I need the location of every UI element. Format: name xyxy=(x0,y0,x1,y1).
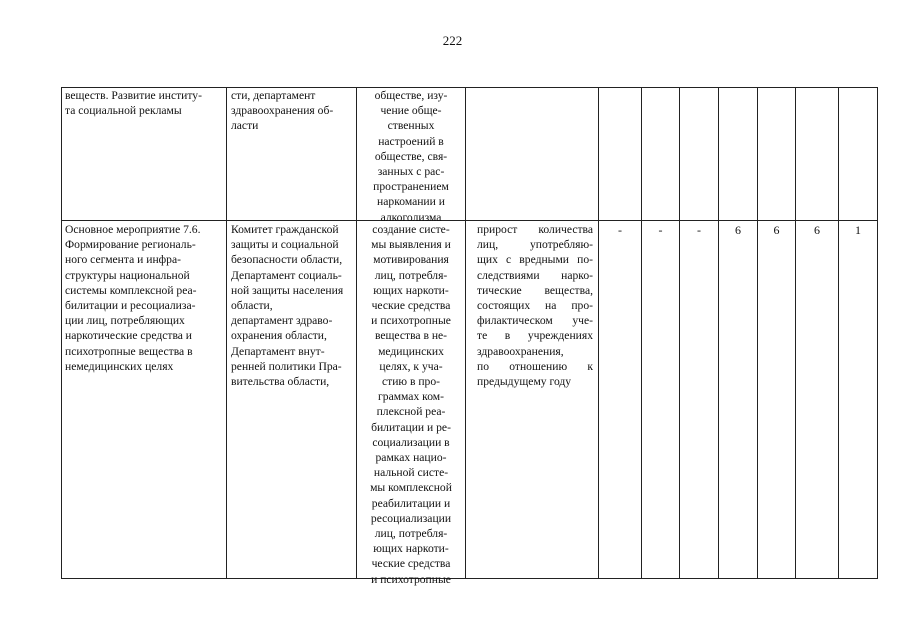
text-line: целях, к уча- xyxy=(379,359,443,373)
text-line: лиц, употребляю- xyxy=(477,238,593,252)
row2-value-5: 6 xyxy=(773,223,780,237)
text-line: тические вещества, xyxy=(477,283,593,297)
text-line: охранения области, xyxy=(231,329,327,343)
text-line: настроений в xyxy=(378,134,444,148)
text-line: состоящих на про- xyxy=(477,299,593,313)
text-line: ческие средства xyxy=(371,557,451,571)
text-line: вительства области, xyxy=(231,375,330,389)
text-line: наркотические средства и xyxy=(65,329,193,343)
text-line: ной защиты населения xyxy=(231,283,344,297)
page-number: 222 xyxy=(442,33,463,48)
text-line: билитации и ресоциализа- xyxy=(65,299,196,313)
row2-indicator-cell xyxy=(477,222,593,389)
text-line: системы комплексной реа- xyxy=(65,283,197,297)
text-line: создание систе- xyxy=(372,223,450,236)
text-line: ственных xyxy=(387,119,435,133)
row2-value-1: - xyxy=(618,223,622,237)
row2-measure-cell xyxy=(65,222,225,374)
text-line: ции лиц, потребляющих xyxy=(65,314,185,328)
text-line: вещества в не- xyxy=(374,329,448,343)
text-line: плексной реа- xyxy=(376,405,446,419)
text-line: билитации и ре- xyxy=(371,420,451,434)
text-line: департамент здраво- xyxy=(231,314,333,328)
text-line: безопасности области, xyxy=(231,253,343,267)
text-line: и психотропные xyxy=(371,572,451,586)
row2-executor-cell xyxy=(231,222,355,389)
text-line: нальной систе- xyxy=(373,466,449,480)
row1-executor-cell xyxy=(231,88,353,134)
text-line: немедицинских целях xyxy=(65,359,174,373)
text-line: реабилитации и xyxy=(371,496,451,510)
text-line: те в учреждениях xyxy=(477,329,593,343)
text-line: мотивирования xyxy=(373,253,449,267)
row2-value-2: - xyxy=(658,223,663,237)
row2-value-7: 1 xyxy=(855,223,861,237)
row2-value-4: 6 xyxy=(735,223,741,237)
text-line: следствиями нарко- xyxy=(477,268,593,282)
text-line: Департамент социаль- xyxy=(231,268,342,282)
text-line: алкоголизма xyxy=(380,210,442,224)
text-line: области, xyxy=(231,299,273,313)
text-line: структуры национальной xyxy=(65,268,190,282)
text-line: та социальной рекламы xyxy=(65,104,182,118)
text-line: по отношению к xyxy=(477,359,593,373)
text-line: пространением xyxy=(373,180,449,194)
text-line: лиц, потребля- xyxy=(374,527,448,541)
row1-result-cell xyxy=(358,88,464,225)
text-line: здравоохранения об- xyxy=(231,104,334,118)
text-line: и психотропные xyxy=(371,314,451,328)
text-line: ческие средства xyxy=(371,299,451,313)
text-line: здравоохранения, xyxy=(477,344,564,358)
text-line: Формирование региональ- xyxy=(65,238,196,252)
text-line: щих с вредными по- xyxy=(477,253,593,267)
text-line: чение обще- xyxy=(380,104,442,118)
row2-result-cell xyxy=(358,222,464,587)
text-line: граммах ком- xyxy=(378,390,444,404)
text-line: прирост количества xyxy=(477,223,593,236)
text-line: социализации в xyxy=(372,435,450,449)
text-line: филактическом уче- xyxy=(477,314,593,328)
text-line: мы выявления и xyxy=(371,238,451,252)
text-line: Основное мероприятие 7.6. xyxy=(65,223,201,236)
text-line: ющих наркоти- xyxy=(373,542,449,556)
text-line: занных с рас- xyxy=(377,165,445,179)
text-line: лиц, потребля- xyxy=(374,268,448,282)
text-line: предыдущему году xyxy=(477,375,572,389)
row2-value-3: - xyxy=(697,223,701,237)
text-line: сти, департамент xyxy=(231,89,316,102)
text-line: ренней политики Пра- xyxy=(231,359,342,373)
row2-value-6: 6 xyxy=(814,223,820,237)
text-line: обществе, изу- xyxy=(374,89,448,102)
text-line: Департамент внут- xyxy=(231,344,325,358)
text-line: обществе, свя- xyxy=(374,149,448,163)
text-line: ющих наркоти- xyxy=(373,283,449,297)
text-line: медицинских xyxy=(378,344,444,358)
text-line: ного сегмента и инфра- xyxy=(65,253,181,267)
text-line: наркомании и xyxy=(377,195,445,209)
text-line: мы комплексной xyxy=(370,481,452,495)
text-line: веществ. Развитие институ- xyxy=(65,89,202,102)
row1-measure-cell xyxy=(65,88,223,118)
text-line: рамках нацио- xyxy=(375,451,447,465)
text-line: защиты и социальной xyxy=(231,238,339,252)
text-line: ласти xyxy=(231,119,259,133)
text-line: Комитет гражданской xyxy=(231,223,339,236)
text-line: психотропные вещества в xyxy=(65,344,193,358)
text-line: ресоциализации xyxy=(370,511,452,525)
text-line: стию в про- xyxy=(381,375,440,389)
